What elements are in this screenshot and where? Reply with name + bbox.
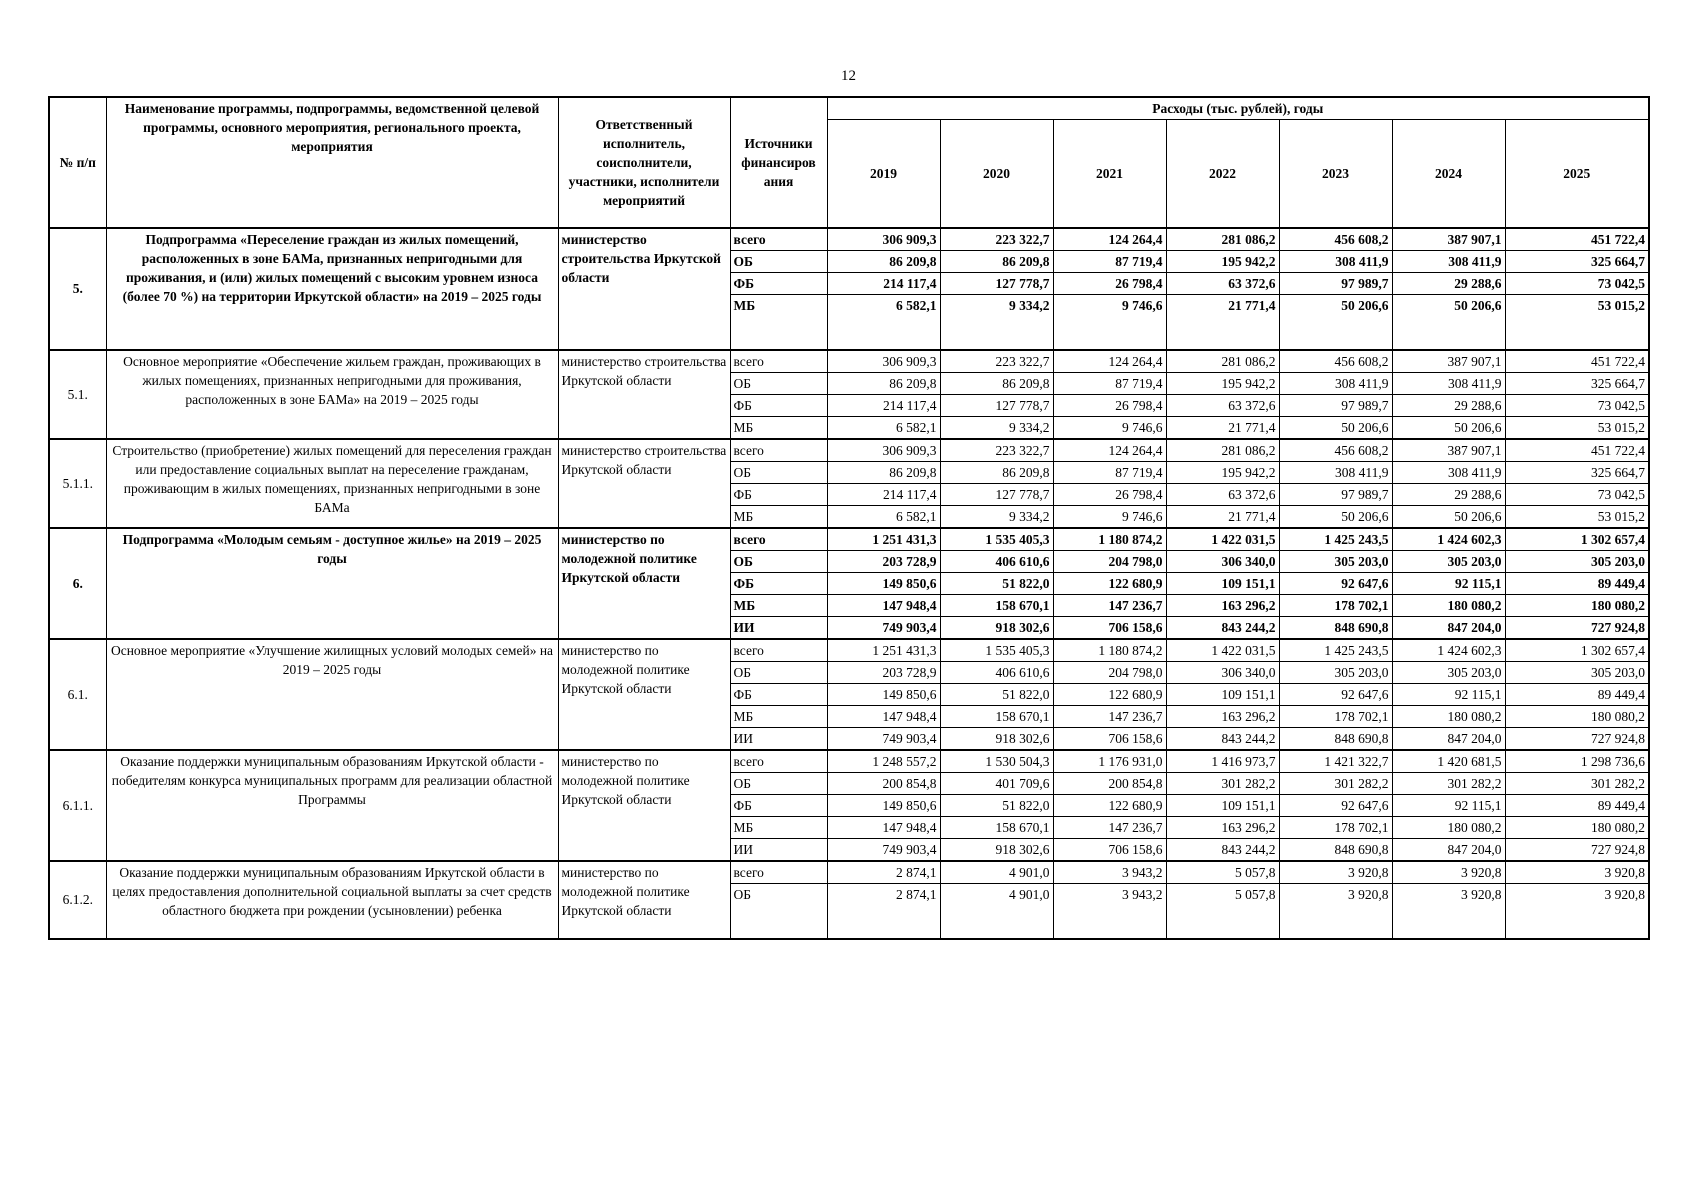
expense-value: 50 206,6 [1279, 416, 1392, 439]
table-row [49, 861, 1649, 884]
expense-value: 308 411,9 [1279, 250, 1392, 272]
expense-value: 1 535 405,3 [940, 639, 1053, 662]
expense-value: 200 854,8 [827, 772, 940, 794]
executor: министерство по молодежной политике Иркутской области [558, 528, 730, 639]
expense-value: 214 117,4 [827, 272, 940, 294]
table-body [49, 228, 1649, 939]
expense-value: 87 719,4 [1053, 250, 1166, 272]
expense-value: 92 115,1 [1392, 794, 1505, 816]
expense-value: 1 416 973,7 [1166, 750, 1279, 773]
expense-value: 50 206,6 [1392, 505, 1505, 528]
funding-source: ФБ [730, 683, 827, 705]
table-row [49, 639, 1649, 662]
expense-value: 204 798,0 [1053, 661, 1166, 683]
expense-value: 163 296,2 [1166, 705, 1279, 727]
expense-value: 87 719,4 [1053, 461, 1166, 483]
expense-value: 305 203,0 [1279, 661, 1392, 683]
header-executor: Ответственный исполнитель, соисполнители, участники, исполнители мероприятий [558, 97, 730, 228]
expense-value: 122 680,9 [1053, 683, 1166, 705]
expense-value: 73 042,5 [1505, 394, 1649, 416]
expense-value: 26 798,4 [1053, 394, 1166, 416]
funding-source: МБ [730, 505, 827, 528]
expense-value: 50 206,6 [1392, 416, 1505, 439]
expense-value: 92 115,1 [1392, 572, 1505, 594]
expense-value: 451 722,4 [1505, 228, 1649, 251]
expense-value: 308 411,9 [1392, 372, 1505, 394]
row-number: 5.1.1. [49, 439, 106, 528]
program-name: Подпрограмма «Молодым семьям - доступное жилье» на 2019 – 2025 годы [106, 528, 558, 639]
expense-value: 1 425 243,5 [1279, 528, 1392, 551]
expense-value: 918 302,6 [940, 727, 1053, 750]
expense-value: 306 340,0 [1166, 661, 1279, 683]
expense-value: 1 422 031,5 [1166, 528, 1279, 551]
executor: министерство строительства Иркутской области [558, 439, 730, 528]
expense-value: 109 151,1 [1166, 794, 1279, 816]
expense-value: 97 989,7 [1279, 272, 1392, 294]
expense-value: 92 647,6 [1279, 683, 1392, 705]
expense-value: 29 288,6 [1392, 394, 1505, 416]
table-row [49, 528, 1649, 551]
expense-value: 1 302 657,4 [1505, 528, 1649, 551]
funding-source: МБ [730, 294, 827, 350]
header-year: 2023 [1279, 120, 1392, 228]
header-expenses: Расходы (тыс. рублей), годы [827, 97, 1649, 120]
expense-value: 1 251 431,3 [827, 528, 940, 551]
expense-value: 53 015,2 [1505, 505, 1649, 528]
header-year: 2021 [1053, 120, 1166, 228]
expense-value: 387 907,1 [1392, 350, 1505, 373]
expense-value: 306 909,3 [827, 350, 940, 373]
expense-value: 1 420 681,5 [1392, 750, 1505, 773]
funding-source: ИИ [730, 727, 827, 750]
expense-value: 847 204,0 [1392, 838, 1505, 861]
funding-source: ОБ [730, 772, 827, 794]
funding-source: МБ [730, 705, 827, 727]
expense-value: 3 943,2 [1053, 861, 1166, 884]
expense-value: 147 236,7 [1053, 594, 1166, 616]
header-year: 2022 [1166, 120, 1279, 228]
expense-value: 87 719,4 [1053, 372, 1166, 394]
expense-value: 1 530 504,3 [940, 750, 1053, 773]
expense-value: 50 206,6 [1279, 505, 1392, 528]
program-name: Строительство (приобретение) жилых помещений для переселения граждан или предоставление социальных выплат на переселение гражданам, проживающим в жилых помещениях, признанных непригодными в зоне БАМа [106, 439, 558, 528]
expense-value: 214 117,4 [827, 394, 940, 416]
expense-value: 127 778,7 [940, 394, 1053, 416]
expense-value: 847 204,0 [1392, 616, 1505, 639]
expense-value: 727 924,8 [1505, 616, 1649, 639]
row-number: 6.1.2. [49, 861, 106, 939]
executor: министерство строительства Иркутской области [558, 228, 730, 350]
expense-value: 195 942,2 [1166, 250, 1279, 272]
expense-value: 63 372,6 [1166, 483, 1279, 505]
expense-value: 727 924,8 [1505, 838, 1649, 861]
expense-value: 122 680,9 [1053, 794, 1166, 816]
expense-value: 843 244,2 [1166, 727, 1279, 750]
expense-value: 305 203,0 [1392, 550, 1505, 572]
expense-value: 1 422 031,5 [1166, 639, 1279, 662]
expense-value: 124 264,4 [1053, 228, 1166, 251]
expense-value: 706 158,6 [1053, 838, 1166, 861]
funding-source: ОБ [730, 661, 827, 683]
expense-value: 180 080,2 [1505, 594, 1649, 616]
table-row [49, 750, 1649, 773]
funding-source: ОБ [730, 250, 827, 272]
expense-value: 301 282,2 [1392, 772, 1505, 794]
expense-value: 3 920,8 [1505, 883, 1649, 939]
funding-source: всего [730, 228, 827, 251]
expense-value: 6 582,1 [827, 416, 940, 439]
expense-value: 178 702,1 [1279, 816, 1392, 838]
expense-value: 53 015,2 [1505, 416, 1649, 439]
expense-value: 158 670,1 [940, 816, 1053, 838]
expense-value: 749 903,4 [827, 727, 940, 750]
expense-value: 29 288,6 [1392, 272, 1505, 294]
row-number: 5.1. [49, 350, 106, 439]
expense-value: 50 206,6 [1279, 294, 1392, 350]
funding-source: ОБ [730, 461, 827, 483]
header-year: 2025 [1505, 120, 1649, 228]
program-name: Основное мероприятие «Улучшение жилищных условий молодых семей» на 2019 – 2025 годы [106, 639, 558, 750]
expense-value: 97 989,7 [1279, 483, 1392, 505]
funding-source: всего [730, 639, 827, 662]
executor: министерство по молодежной политике Иркутской области [558, 750, 730, 861]
row-number: 6. [49, 528, 106, 639]
funding-source: ФБ [730, 272, 827, 294]
expense-value: 325 664,7 [1505, 250, 1649, 272]
expense-value: 387 907,1 [1392, 439, 1505, 462]
program-name: Оказание поддержки муниципальным образованиям Иркутской области в целях предоставления дополнительной социальной выплаты за счет средств областного бюджета при рождении (усыновлении) ребенка [106, 861, 558, 939]
expense-value: 308 411,9 [1279, 372, 1392, 394]
expense-value: 147 948,4 [827, 705, 940, 727]
expense-value: 706 158,6 [1053, 616, 1166, 639]
expense-value: 73 042,5 [1505, 272, 1649, 294]
expense-value: 848 690,8 [1279, 838, 1392, 861]
funding-source: МБ [730, 416, 827, 439]
expense-value: 1 248 557,2 [827, 750, 940, 773]
expense-value: 147 236,7 [1053, 705, 1166, 727]
expense-value: 204 798,0 [1053, 550, 1166, 572]
expense-value: 305 203,0 [1505, 550, 1649, 572]
expense-value: 9 334,2 [940, 294, 1053, 350]
expense-value: 406 610,6 [940, 550, 1053, 572]
expense-value: 1 251 431,3 [827, 639, 940, 662]
expense-value: 301 282,2 [1505, 772, 1649, 794]
expense-value: 73 042,5 [1505, 483, 1649, 505]
funding-source: ИИ [730, 616, 827, 639]
expense-value: 149 850,6 [827, 683, 940, 705]
expense-value: 147 948,4 [827, 594, 940, 616]
expense-value: 180 080,2 [1392, 594, 1505, 616]
expense-value: 3 920,8 [1505, 861, 1649, 884]
expense-value: 281 086,2 [1166, 439, 1279, 462]
program-name: Подпрограмма «Переселение граждан из жилых помещений, расположенных в зоне БАМа, признанных непригодными для проживания, и (или) жилых помещений с высоким уровнем износа (более 70 %) на территории Иркутской области» на 2019 – 2025 годы [106, 228, 558, 350]
expense-value: 3 920,8 [1392, 883, 1505, 939]
expense-value: 29 288,6 [1392, 483, 1505, 505]
expense-value: 6 582,1 [827, 294, 940, 350]
program-name: Основное мероприятие «Обеспечение жильем граждан, проживающих в жилых помещениях, признанных непригодными для проживания, расположенных в зоне БАМа» на 2019 – 2025 годы [106, 350, 558, 439]
expense-value: 308 411,9 [1392, 461, 1505, 483]
funding-source: ФБ [730, 483, 827, 505]
expense-value: 86 209,8 [940, 250, 1053, 272]
expense-value: 50 206,6 [1392, 294, 1505, 350]
expense-value: 178 702,1 [1279, 594, 1392, 616]
expense-value: 301 282,2 [1166, 772, 1279, 794]
expense-value: 124 264,4 [1053, 350, 1166, 373]
expense-value: 5 057,8 [1166, 883, 1279, 939]
expense-value: 6 582,1 [827, 505, 940, 528]
expense-value: 9 746,6 [1053, 294, 1166, 350]
expense-value: 214 117,4 [827, 483, 940, 505]
funding-source: всего [730, 350, 827, 373]
expense-value: 21 771,4 [1166, 294, 1279, 350]
expense-value: 200 854,8 [1053, 772, 1166, 794]
expense-value: 848 690,8 [1279, 616, 1392, 639]
funding-source: всего [730, 750, 827, 773]
expense-value: 51 822,0 [940, 683, 1053, 705]
funding-source: ОБ [730, 372, 827, 394]
expense-value: 158 670,1 [940, 705, 1053, 727]
expense-value: 308 411,9 [1279, 461, 1392, 483]
expense-value: 89 449,4 [1505, 572, 1649, 594]
expense-value: 306 909,3 [827, 228, 940, 251]
executor: министерство по молодежной политике Иркутской области [558, 639, 730, 750]
expense-value: 918 302,6 [940, 616, 1053, 639]
expense-value: 223 322,7 [940, 228, 1053, 251]
expense-value: 86 209,8 [827, 250, 940, 272]
expense-value: 21 771,4 [1166, 505, 1279, 528]
funding-source: всего [730, 528, 827, 551]
expense-value: 451 722,4 [1505, 439, 1649, 462]
expense-value: 86 209,8 [827, 461, 940, 483]
expense-value: 63 372,6 [1166, 272, 1279, 294]
expense-value: 21 771,4 [1166, 416, 1279, 439]
expense-value: 9 746,6 [1053, 416, 1166, 439]
expense-value: 3 920,8 [1279, 883, 1392, 939]
expense-value: 180 080,2 [1505, 705, 1649, 727]
expense-value: 124 264,4 [1053, 439, 1166, 462]
expense-value: 281 086,2 [1166, 350, 1279, 373]
funding-source: ОБ [730, 883, 827, 939]
expense-value: 2 874,1 [827, 883, 940, 939]
expense-value: 301 282,2 [1279, 772, 1392, 794]
expense-value: 195 942,2 [1166, 372, 1279, 394]
expense-value: 325 664,7 [1505, 461, 1649, 483]
expense-value: 401 709,6 [940, 772, 1053, 794]
expense-value: 163 296,2 [1166, 594, 1279, 616]
expense-value: 4 901,0 [940, 861, 1053, 884]
expense-value: 1 424 602,3 [1392, 639, 1505, 662]
expense-value: 92 115,1 [1392, 683, 1505, 705]
expense-value: 1 176 931,0 [1053, 750, 1166, 773]
expense-value: 1 180 874,2 [1053, 639, 1166, 662]
header-name: Наименование программы, подпрограммы, ведомственной целевой программы, основного мероприятия, регионального проекта, мероприятия [106, 97, 558, 228]
header-source: Источники финансиров ания [730, 97, 827, 228]
expense-value: 203 728,9 [827, 550, 940, 572]
expense-value: 89 449,4 [1505, 683, 1649, 705]
expense-value: 308 411,9 [1392, 250, 1505, 272]
funding-source: всего [730, 861, 827, 884]
table-row [49, 439, 1649, 462]
expense-value: 4 901,0 [940, 883, 1053, 939]
funding-source: ОБ [730, 550, 827, 572]
expense-value: 3 920,8 [1392, 861, 1505, 884]
expense-value: 127 778,7 [940, 483, 1053, 505]
expense-value: 1 298 736,6 [1505, 750, 1649, 773]
expense-value: 306 909,3 [827, 439, 940, 462]
funding-source: МБ [730, 594, 827, 616]
expense-value: 406 610,6 [940, 661, 1053, 683]
expense-value: 918 302,6 [940, 838, 1053, 861]
expense-value: 149 850,6 [827, 794, 940, 816]
expense-value: 86 209,8 [827, 372, 940, 394]
expense-value: 456 608,2 [1279, 350, 1392, 373]
expense-value: 727 924,8 [1505, 727, 1649, 750]
expense-value: 2 874,1 [827, 861, 940, 884]
expense-value: 9 334,2 [940, 416, 1053, 439]
expense-value: 122 680,9 [1053, 572, 1166, 594]
expense-value: 451 722,4 [1505, 350, 1649, 373]
funding-source: МБ [730, 816, 827, 838]
expense-value: 1 421 322,7 [1279, 750, 1392, 773]
expense-value: 89 449,4 [1505, 794, 1649, 816]
header-year: 2024 [1392, 120, 1505, 228]
expense-value: 5 057,8 [1166, 861, 1279, 884]
header-year: 2019 [827, 120, 940, 228]
expense-value: 26 798,4 [1053, 483, 1166, 505]
expense-value: 86 209,8 [940, 461, 1053, 483]
header-year: 2020 [940, 120, 1053, 228]
expense-value: 305 203,0 [1505, 661, 1649, 683]
expense-value: 706 158,6 [1053, 727, 1166, 750]
expense-value: 305 203,0 [1392, 661, 1505, 683]
expense-value: 163 296,2 [1166, 816, 1279, 838]
expense-value: 749 903,4 [827, 616, 940, 639]
expense-value: 1 180 874,2 [1053, 528, 1166, 551]
expense-value: 848 690,8 [1279, 727, 1392, 750]
expense-value: 1 424 602,3 [1392, 528, 1505, 551]
expense-value: 281 086,2 [1166, 228, 1279, 251]
expense-value: 92 647,6 [1279, 572, 1392, 594]
row-number: 6.1.1. [49, 750, 106, 861]
budget-table [48, 96, 1650, 940]
expense-value: 147 948,4 [827, 816, 940, 838]
program-name: Оказание поддержки муниципальным образованиям Иркутской области - победителям конкурса муниципальных программ для реализации областной Программы [106, 750, 558, 861]
expense-value: 180 080,2 [1505, 816, 1649, 838]
expense-value: 149 850,6 [827, 572, 940, 594]
executor: министерство строительства Иркутской области [558, 350, 730, 439]
expense-value: 109 151,1 [1166, 683, 1279, 705]
expense-value: 749 903,4 [827, 838, 940, 861]
funding-source: всего [730, 439, 827, 462]
expense-value: 92 647,6 [1279, 794, 1392, 816]
row-number: 5. [49, 228, 106, 350]
expense-value: 180 080,2 [1392, 816, 1505, 838]
expense-value: 127 778,7 [940, 272, 1053, 294]
expense-value: 86 209,8 [940, 372, 1053, 394]
funding-source: ФБ [730, 572, 827, 594]
expense-value: 9 746,6 [1053, 505, 1166, 528]
expense-value: 180 080,2 [1392, 705, 1505, 727]
expense-value: 847 204,0 [1392, 727, 1505, 750]
expense-value: 305 203,0 [1279, 550, 1392, 572]
expense-value: 53 015,2 [1505, 294, 1649, 350]
expense-value: 178 702,1 [1279, 705, 1392, 727]
expense-value: 3 943,2 [1053, 883, 1166, 939]
expense-value: 1 302 657,4 [1505, 639, 1649, 662]
expense-value: 158 670,1 [940, 594, 1053, 616]
expense-value: 97 989,7 [1279, 394, 1392, 416]
header-num: № п/п [49, 97, 106, 228]
expense-value: 223 322,7 [940, 350, 1053, 373]
page-number: 12 [841, 68, 856, 84]
table-row [49, 228, 1649, 251]
expense-value: 195 942,2 [1166, 461, 1279, 483]
expense-value: 325 664,7 [1505, 372, 1649, 394]
expense-value: 51 822,0 [940, 572, 1053, 594]
expense-value: 306 340,0 [1166, 550, 1279, 572]
expense-value: 1 535 405,3 [940, 528, 1053, 551]
funding-source: ФБ [730, 394, 827, 416]
table-row [49, 350, 1649, 373]
executor: министерство по молодежной политике Иркутской области [558, 861, 730, 939]
row-number: 6.1. [49, 639, 106, 750]
expense-value: 109 151,1 [1166, 572, 1279, 594]
expense-value: 63 372,6 [1166, 394, 1279, 416]
expense-value: 843 244,2 [1166, 838, 1279, 861]
expense-value: 1 425 243,5 [1279, 639, 1392, 662]
expense-value: 456 608,2 [1279, 439, 1392, 462]
expense-value: 9 334,2 [940, 505, 1053, 528]
funding-source: ИИ [730, 838, 827, 861]
expense-value: 456 608,2 [1279, 228, 1392, 251]
expense-value: 3 920,8 [1279, 861, 1392, 884]
expense-value: 203 728,9 [827, 661, 940, 683]
expense-value: 387 907,1 [1392, 228, 1505, 251]
expense-value: 223 322,7 [940, 439, 1053, 462]
funding-source: ФБ [730, 794, 827, 816]
expense-value: 843 244,2 [1166, 616, 1279, 639]
expense-value: 147 236,7 [1053, 816, 1166, 838]
expense-value: 51 822,0 [940, 794, 1053, 816]
expense-value: 26 798,4 [1053, 272, 1166, 294]
